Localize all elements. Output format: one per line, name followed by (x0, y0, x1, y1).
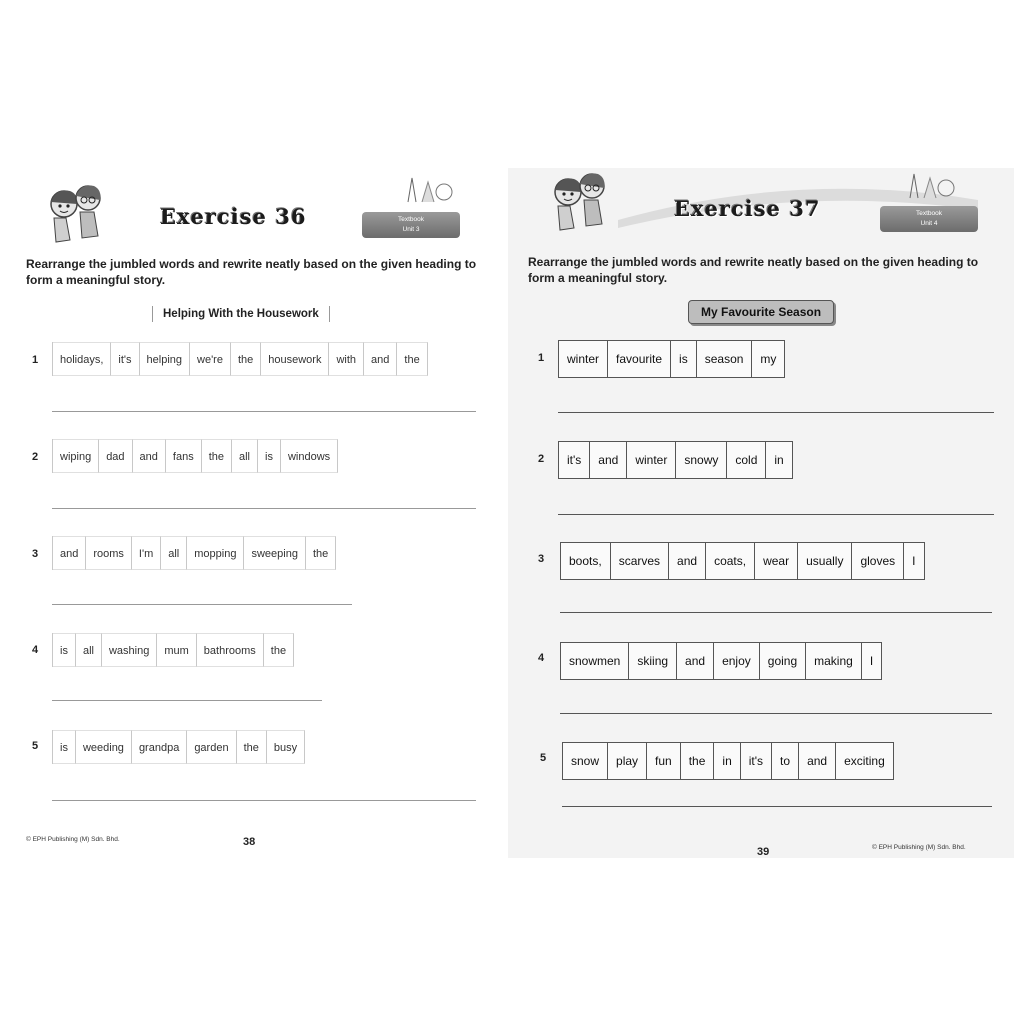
word-tile: helping (140, 342, 190, 376)
word-tile: holidays, (53, 342, 111, 376)
question-number: 5 (540, 752, 547, 764)
exercise-title: Exercise 37 (674, 196, 821, 221)
word-tile: season (697, 341, 753, 377)
publisher-credit: © EPH Publishing (M) Sdn. Bhd. (26, 836, 120, 843)
word-row (52, 439, 338, 473)
question-number: 2 (32, 451, 39, 463)
question-number: 1 (538, 352, 545, 364)
word-tile: skiing (629, 643, 677, 679)
stationery-deco-icon (398, 174, 458, 204)
textbook-badge-line1: Textbook (397, 216, 425, 223)
word-tile: weeding (76, 730, 132, 764)
word-tile: garden (187, 730, 236, 764)
exercise-title: Exercise 36 (160, 204, 307, 229)
left-page (14, 168, 494, 858)
word-tile: it's (111, 342, 139, 376)
instruction-text: Rearrange the jumbled words and rewrite neatly based on the given heading to form a meaningful story. (528, 255, 979, 285)
word-tile: windows (281, 439, 338, 473)
stationery-deco-icon (900, 170, 960, 200)
word-tile: washing (102, 633, 157, 667)
word-tile: and (364, 342, 397, 376)
word-tile: wiping (53, 439, 99, 473)
word-tile: in (774, 453, 784, 467)
word-tile: with (329, 342, 364, 376)
word-tile: I'm (132, 536, 161, 570)
word-tile: is (53, 730, 76, 764)
word-tile: the (237, 730, 267, 764)
word-row (52, 730, 305, 764)
word-tile: scarves (611, 543, 669, 579)
word-row (560, 542, 925, 580)
word-row (558, 340, 785, 378)
word-tile: we're (190, 342, 231, 376)
right-page (508, 168, 1014, 858)
word-tile: gloves (852, 543, 904, 579)
question-number: 4 (538, 652, 545, 664)
answer-line[interactable] (52, 604, 352, 605)
word-tile: the (264, 633, 294, 667)
word-tile: the (306, 536, 336, 570)
textbook-badge (880, 206, 978, 232)
word-tile: all (232, 439, 258, 473)
question-number: 2 (538, 453, 545, 465)
answer-line[interactable] (562, 806, 992, 807)
story-heading: My Favourite Season (688, 300, 834, 324)
word-row (52, 536, 336, 570)
word-tile: it's (741, 743, 772, 779)
word-tile: in (714, 743, 740, 779)
question-number: 1 (32, 354, 39, 366)
word-tile: the (681, 743, 715, 779)
word-tile: I (912, 554, 916, 568)
answer-line[interactable] (560, 612, 992, 613)
word-tile: usually (798, 543, 852, 579)
word-tile: fans (166, 439, 202, 473)
word-tile: all (161, 536, 187, 570)
textbook-badge (362, 212, 460, 238)
word-row (52, 633, 294, 667)
word-tile: bathrooms (197, 633, 264, 667)
answer-line[interactable] (52, 700, 322, 701)
word-tile: I (869, 654, 874, 668)
word-tile: fun (647, 743, 681, 779)
word-tile: the (397, 342, 427, 376)
word-tile: coats, (706, 543, 755, 579)
question-number: 3 (32, 548, 39, 560)
word-tile: and (53, 536, 86, 570)
word-tile: is (258, 439, 281, 473)
instruction-text: Rearrange the jumbled words and rewrite neatly based on the given heading to form a meaningful story. (26, 257, 477, 287)
textbook-badge-line1: Textbook (915, 210, 943, 217)
question-number: 4 (32, 644, 39, 656)
answer-line[interactable] (52, 508, 476, 509)
answer-line[interactable] (558, 514, 994, 515)
word-tile: sweeping (244, 536, 305, 570)
word-tile: and (677, 643, 714, 679)
word-tile: rooms (86, 536, 132, 570)
word-tile: mopping (187, 536, 244, 570)
word-tile: cold (727, 442, 766, 478)
word-tile: play (608, 743, 647, 779)
word-tile: dad (99, 439, 132, 473)
answer-line[interactable] (558, 412, 994, 413)
word-tile: to (772, 743, 799, 779)
word-tile: favourite (608, 341, 671, 377)
kids-mascot-icon (36, 180, 116, 248)
story-heading: Helping With the Housework (152, 306, 330, 322)
word-row (560, 642, 882, 680)
word-row (558, 441, 793, 479)
word-tile: going (760, 643, 806, 679)
word-tile: it's (559, 442, 590, 478)
word-row (562, 742, 894, 780)
word-tile: and (590, 442, 627, 478)
word-tile: is (53, 633, 76, 667)
word-tile: winter (559, 341, 608, 377)
word-tile: busy (267, 730, 305, 764)
kids-mascot-icon (540, 168, 620, 236)
word-tile: boots, (561, 543, 611, 579)
word-tile: is (671, 341, 697, 377)
question-number: 5 (32, 740, 39, 752)
word-tile: enjoy (714, 643, 760, 679)
answer-line[interactable] (560, 713, 992, 714)
word-tile: snowmen (561, 643, 629, 679)
word-tile: the (202, 439, 232, 473)
question-number: 3 (538, 553, 545, 565)
word-tile: wear (755, 543, 798, 579)
publisher-credit: © EPH Publishing (M) Sdn. Bhd. (872, 844, 966, 851)
word-tile: snowy (676, 442, 727, 478)
word-tile: exciting (844, 754, 885, 768)
word-tile: mum (157, 633, 196, 667)
word-tile: the (231, 342, 261, 376)
word-tile: and (133, 439, 166, 473)
word-tile: my (760, 352, 777, 366)
answer-line[interactable] (52, 411, 476, 412)
answer-line[interactable] (52, 800, 476, 801)
word-tile: making (806, 643, 862, 679)
textbook-badge-line2: Unit 4 (920, 220, 938, 227)
page-number: 38 (243, 836, 256, 848)
word-tile: winter (627, 442, 676, 478)
word-tile: snow (563, 743, 608, 779)
textbook-badge-line2: Unit 3 (402, 226, 420, 233)
word-row (52, 342, 428, 376)
word-tile: grandpa (132, 730, 187, 764)
page-number: 39 (757, 846, 770, 858)
word-tile: all (76, 633, 102, 667)
word-tile: and (799, 743, 836, 779)
word-tile: and (669, 543, 706, 579)
word-tile: housework (261, 342, 329, 376)
